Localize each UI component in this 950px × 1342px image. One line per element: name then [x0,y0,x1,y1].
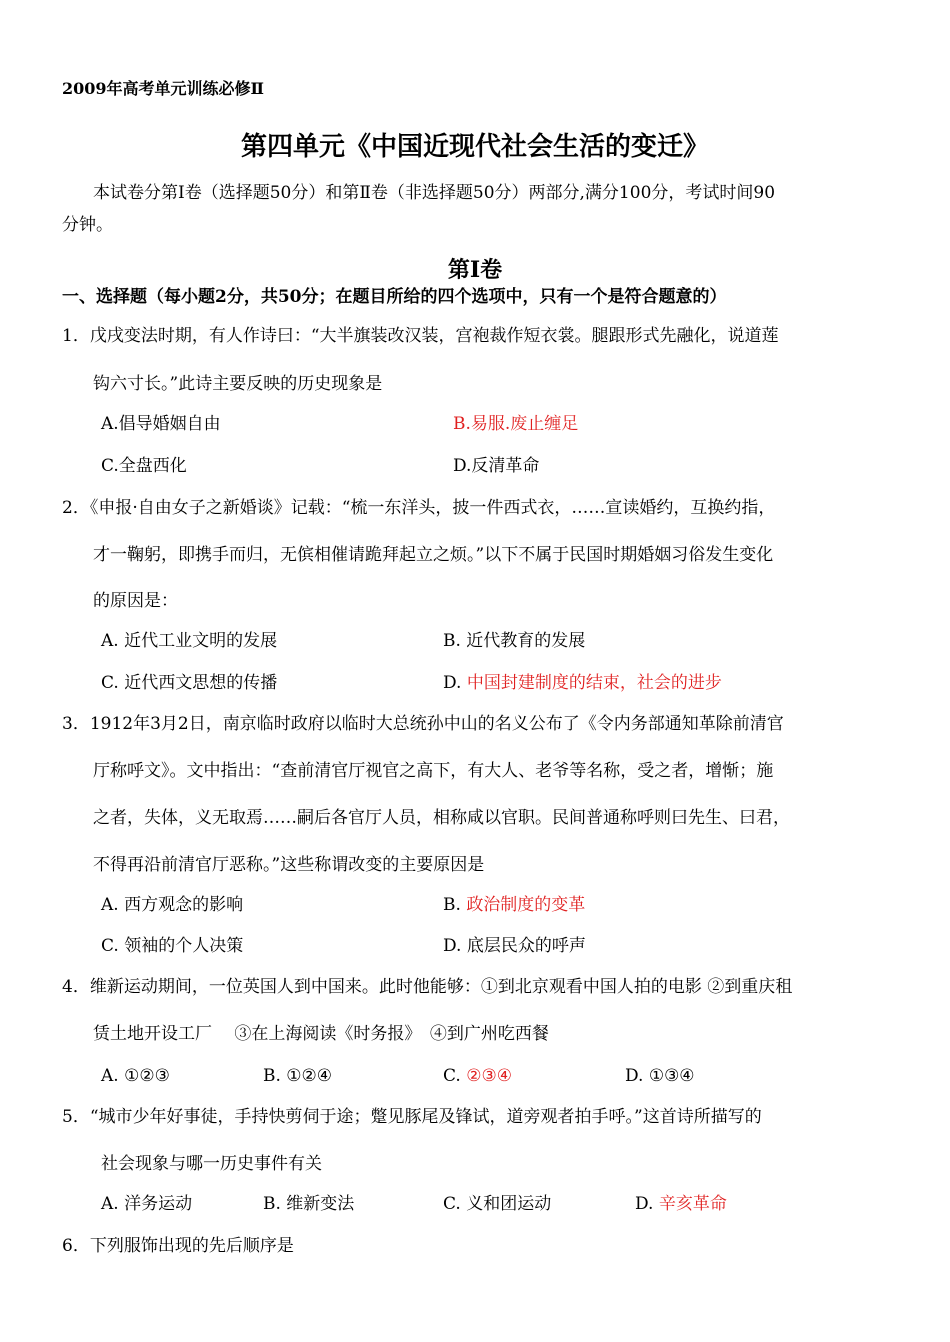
q5-stem-line-2: 社会现象与哪一历史事件有关 [101,1154,322,1174]
q1-option-d: D.反清革命 [453,456,540,476]
q1-stem-line-2: 钩六寸长。”此诗主要反映的历史现象是 [93,374,383,394]
q5-option-c: C. 义和团运动 [443,1194,552,1214]
q3-option-a: A. 西方观念的影响 [101,895,244,915]
q3-option-b-letter: B. [443,895,467,915]
q5-option-d-answer: 辛亥革命 [658,1194,727,1214]
q5-stem-line-1: 5．“城市少年好事徒，手持快剪伺于途；蹩见豚尾及锋试，道旁观者拍手呼。”这首诗所描写的 [62,1107,762,1127]
q3-stem-line-1: 3．1912年3月2日，南京临时政府以临时大总统孙中山的名义公布了《令内务部通知革除前清官 [62,714,784,734]
q2-option-d [443,672,722,694]
q3-stem-line-3: 之者，失体，义无取焉……嗣后各官厅人员，相称咸以官职。民间普通称呼则曰先生、曰君， [93,808,790,828]
q1-option-a: A.倡导婚姻自由 [101,414,221,434]
q2-option-d-letter: D. [443,673,467,693]
q4-stem-line-2: 赁土地开设工厂 ③在上海阅读《时务报》 ④到广州吃西餐 [93,1024,549,1044]
document-header: 2009年高考单元训练必修Ⅱ [62,79,265,98]
q2-option-c: C. 近代西文思想的传播 [101,673,278,693]
section-heading: 一、选择题（每小题2分，共50分；在题目所给的四个选项中，只有一个是符合题意的） [62,287,727,307]
q2-option-b: B. 近代教育的发展 [443,631,586,651]
q2-option-d-answer: 中国封建制度的结束，社会的进步 [466,673,722,693]
intro-line-2: 分钟。 [62,215,113,235]
q4-option-c-answer: ②③④ [466,1066,512,1086]
volume-heading: 第Ⅰ卷 [447,257,503,283]
q6-stem-line-1: 6．下列服饰出现的先后顺序是 [62,1236,294,1256]
q5-option-a: A. 洋务运动 [101,1194,193,1214]
q5-option-d [635,1193,727,1215]
q4-stem-line-1: 4．维新运动期间，一位英国人到中国来。此时他能够：①到北京观看中国人拍的电影 ②到重庆租 [62,977,793,997]
q5-option-d-letter: D. [635,1194,659,1214]
q4-option-d: D. ①③④ [625,1066,695,1086]
q2-option-a: A. 近代工业文明的发展 [101,631,278,651]
q5-option-b: B. 维新变法 [263,1194,355,1214]
q3-stem-line-2: 厅称呼文》。文中指出：“查前清官厅视官之高下，有大人、老爷等名称，受之者，增惭；施 [93,761,774,781]
q3-option-b [443,894,585,916]
page-title: 第四单元《中国近现代社会生活的变迁》 [240,132,709,162]
q1-option-b-answer: B.易服.废止缠足 [453,414,579,434]
q3-option-b-answer: 政治制度的变革 [466,895,586,915]
q2-stem-line-1: 2．《申报·自由女子之新婚谈》记载：“梳一东洋头，披一件西式衣，……宣读婚约，互换约指， [62,498,776,518]
q4-option-a: A. ①②③ [101,1066,170,1086]
q4-option-c-letter: C. [443,1066,467,1086]
q2-stem-line-3: 的原因是： [93,591,178,611]
q1-option-c: C.全盘西化 [101,456,187,476]
q1-stem-line-1: 1．戊戌变法时期，有人作诗曰：“大半旗装改汉装，宫袍裁作短衣裳。腿跟形式先融化，说道莲 [62,326,779,346]
q3-option-c: C. 领袖的个人决策 [101,936,244,956]
intro-line-1: 本试卷分第Ⅰ卷（选择题50分）和第Ⅱ卷（非选择题50分）两部分,满分100分，考试时间90 [93,183,776,203]
q4-option-c [443,1065,512,1087]
q3-option-d: D. 底层民众的呼声 [443,936,586,956]
q2-stem-line-2: 才一鞠躬，即携手而归，无傧相催请跪拜起立之烦。”以下不属于民国时期婚姻习俗发生变化 [93,545,774,565]
q4-option-b: B. ①②④ [263,1066,333,1086]
q3-stem-line-4: 不得再沿前清官厅恶称。”这些称谓改变的主要原因是 [93,855,485,875]
